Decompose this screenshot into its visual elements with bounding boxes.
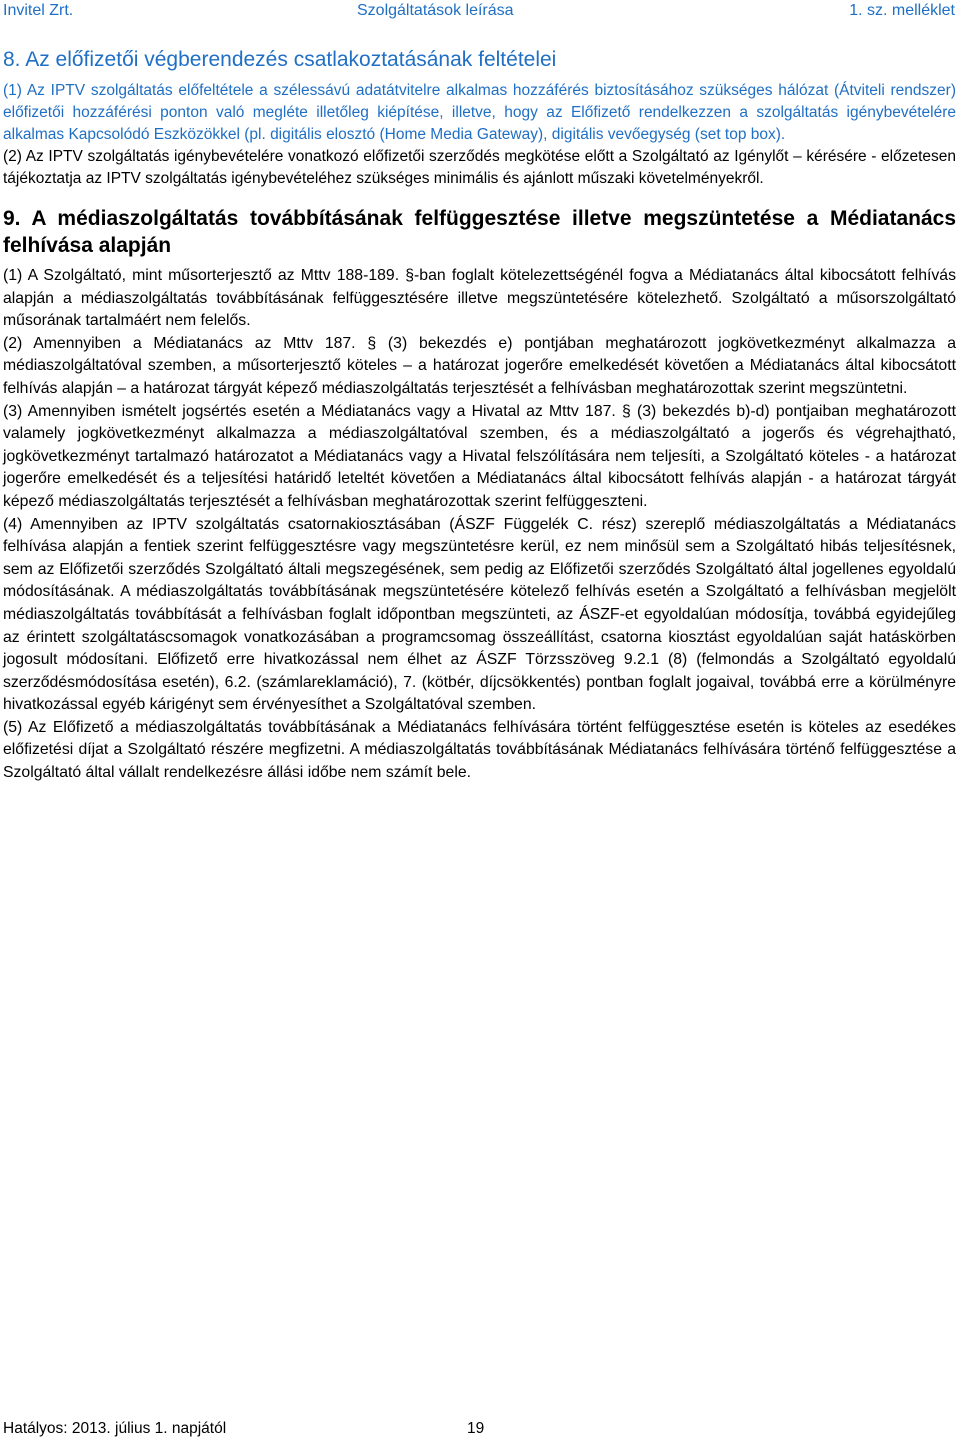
- section-9-paragraph-4: (4) Amennyiben az IPTV szolgáltatás csatornakiosztásában (ÁSZF Függelék C. rész) szereplő médiaszolgáltatás a Médiatanács felhívása alapján a fentiek szerint felfüggesztésre vagy megszüntetésre kerül, ez nem minősül sem a Szolgáltató hibás teljesítésnek, sem az Előfizetői szerződés Szolgáltató általi megszegésének, sem pedig az Előfizetői szerződés Szolgáltató által jogellenes egyoldalú módosításának. A médiaszolgáltatás továbbításának megszüntetésére kötelező felhívás esetén a Szolgáltató a felhívásban megjelölt médiaszolgáltatás továbbítását a felhívásban foglalt időpontban megszünteti, az ÁSZF-et egyoldalúan módosítja, továbbá egyidejűleg az érintett szolgáltatáscsomagok vonatkozásában a programcsomag összeállítást, csatorna kiosztást egyoldalúan saját hatáskörben jogosult módosítani. Előfizető erre hivatkozással nem élhet az ÁSZF Törzsszöveg 9.2.1 (8) (felmondás a Szolgáltató egyoldalú szerződésmódosítása esetén), 6.2. (számlareklamáció), 7. (kötbér, díjcsökkentés) pontban foglalt jogaival, továbbá erre a körülményre hivatkozással egyéb kárigényt sem érvényesíthet a Szolgáltatóval szemben.: [3, 515, 956, 714]
- header-company: Invitel Zrt.: [3, 2, 74, 19]
- page-footer: [3, 1420, 485, 1438]
- header-doc-title: Szolgáltatások leírása: [357, 2, 514, 19]
- page-content: [3, 46, 956, 785]
- page-number: 19: [467, 1420, 485, 1437]
- section-8-paragraph-1: (1) Az IPTV szolgáltatás előfeltétele a szélessávú adatátvitelre alkalmas hozzáférés biztosításához szükséges hálózat (Átviteli rendszer) előfizetői hozzáférési ponton való megléte illetőleg kiépítése, illetve, hogy az Előfizető rendelkezzen a szolgáltatás igénybevételére alkalmas Kapcsolódó Eszközökkel (pl. digitális elosztó (Home Media Gateway), digitális vevőegység (set top box).: [3, 82, 956, 143]
- section-9: [3, 205, 956, 785]
- footer-effective-date: Hatályos: 2013. július 1. napjától: [3, 1420, 227, 1437]
- section-9-paragraph-3: (3) Amennyiben ismételt jogsértés esetén a Médiatanács vagy a Hivatal az Mttv 187. § (3) bekezdés b)-d) pontjaiban meghatározott valamely jogkövetkezményt alkalmazza a médiaszolgáltatóval szemben, és a médiaszolgáltató a jogerős és végrehajtható, jogkövetkezményt tartalmazó határozatot a Médiatanács vagy a Hivatal felszólítására nem teljesíti, a Szolgáltató köteles - a határozat jogerőre emelkedését és a teljesítési határidő leteltét követően a Médiatanács által kibocsátott felhívás alapján - a határozat tárgyát képező médiaszolgáltatás terjesztését a felhívásban meghatározottak szerint felfüggeszteni.: [3, 402, 956, 510]
- section-9-title: 9. A médiaszolgáltatás továbbításának felfüggesztése illetve megszüntetése a Médiatanács felhívása alapján: [3, 207, 956, 257]
- page-header: [3, 0, 957, 24]
- section-8-paragraph-2: (2) Az IPTV szolgáltatás igénybevételére vonatkozó előfizetői szerződés megkötése előtt a Szolgáltató az Igénylőt – kérésére - előzetesen tájékoztatja az IPTV szolgáltatás igénybevételéhez szükséges minimális és ajánlott műszaki követelményekről.: [3, 148, 956, 187]
- section-8: [3, 46, 956, 190]
- section-9-paragraph-5: (5) Az Előfizető a médiaszolgáltatás továbbításának a Médiatanács felhívására történt felfüggesztése esetén is köteles az esedékes előfizetési díjat a Szolgáltató részére megfizetni. A médiaszolgáltatás továbbításának Médiatanács felhívására történő felfüggesztése a Szolgáltató által vállalt rendelkezésre állási időbe nem számít bele.: [3, 718, 956, 782]
- header-annex: 1. sz. melléklet: [849, 2, 955, 19]
- section-9-paragraph-2: (2) Amennyiben a Médiatanács az Mttv 187. § (3) bekezdés e) pontjában meghatározott jogkövetkezményt alkalmazza a médiaszolgáltatóval szemben, a műsorterjesztő köteles – a határozat jogerőre emelkedését követően a Médiatanács által kibocsátott felhívás alapján – a határozat tárgyát képező médiaszolgáltatás terjesztését a felhívásban meghatározottak szerint megszüntetni.: [3, 334, 956, 397]
- section-8-title: 8. Az előfizetői végberendezés csatlakoztatásának feltételei: [3, 48, 557, 71]
- section-9-paragraph-1: (1) A Szolgáltató, mint műsorterjesztő az Mttv 188-189. §-ban foglalt kötelezettségénél fogva a Médiatanács által kibocsátott felhívás alapján a médiaszolgáltatás továbbításának felfüggesztésére illetve megszüntetésére kötelezhető. Szolgáltató a műsorszolgáltató műsorának tartalmáért nem felelős.: [3, 267, 956, 330]
